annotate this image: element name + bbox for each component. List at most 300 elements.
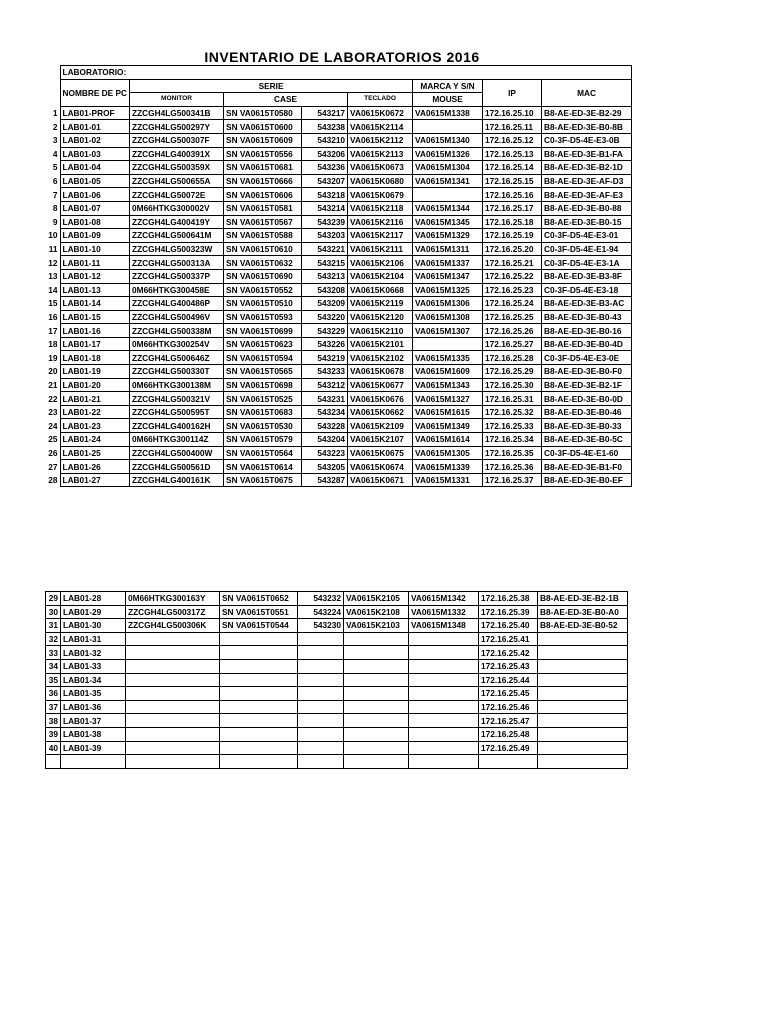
table-row [45,242,632,256]
case-serial-cell: SN VA0615T0666 [224,174,302,188]
table-row [45,392,632,406]
keyboard-serial-cell: VA0615K0675 [348,446,413,460]
ip-cell: 172.16.25.22 [483,269,542,283]
mac-cell: B8-AE-ED-3E-B0-F0 [542,365,632,379]
case-serial-cell [220,727,298,741]
ip-cell: 172.16.25.30 [483,378,542,392]
monitor-serial-cell [126,727,220,741]
keyboard-serial-cell [344,755,409,769]
row-number: 20 [45,365,60,379]
case-serial-cell: SN VA0615T0551 [220,605,298,619]
pc-name-cell: LAB01-11 [60,256,130,270]
table-row [45,351,632,365]
row-number: 7 [45,188,60,202]
case-id-cell: 543215 [302,256,348,270]
ip-cell: 172.16.25.43 [479,659,538,673]
row-number: 27 [45,460,60,474]
ip-cell: 172.16.25.40 [479,619,538,633]
header-nombre-pc: NOMBRE DE PC [60,79,130,106]
case-id-cell [298,646,344,660]
pc-name-cell: LAB01-07 [60,201,130,215]
pc-name-cell: LAB01-28 [61,592,126,606]
case-id-cell: 543212 [302,378,348,392]
monitor-serial-cell [126,700,220,714]
mac-cell: B8-AE-ED-3E-B3-8F [542,269,632,283]
row-number [46,755,61,769]
ip-cell: 172.16.25.41 [479,632,538,646]
keyboard-serial-cell: VA0615K2109 [348,419,413,433]
mac-cell: B8-AE-ED-3E-B0-88 [542,201,632,215]
row-number: 12 [45,256,60,270]
mouse-serial-cell: VA0615M1338 [413,106,483,120]
pc-name-cell: LAB01-25 [60,446,130,460]
monitor-serial-cell: ZZCGH4LG500307F [130,133,224,147]
case-id-cell: 543214 [302,201,348,215]
pc-name-cell: LAB01-02 [60,133,130,147]
case-id-cell: 543209 [302,297,348,311]
mouse-serial-cell: VA0615M1349 [413,419,483,433]
header-mouse: MOUSE [413,93,483,107]
ip-cell: 172.16.25.19 [483,229,542,243]
keyboard-serial-cell: VA0615K2114 [348,120,413,134]
keyboard-serial-cell: VA0615K2102 [348,351,413,365]
keyboard-serial-cell: VA0615K2113 [348,147,413,161]
case-id-cell: 543238 [302,120,348,134]
case-id-cell: 543239 [302,215,348,229]
mouse-serial-cell [409,632,479,646]
mouse-serial-cell [409,714,479,728]
mouse-serial-cell: VA0615M1345 [413,215,483,229]
mouse-serial-cell: VA0615M1308 [413,310,483,324]
table-row [45,256,632,270]
keyboard-serial-cell [344,714,409,728]
case-serial-cell: SN VA0615T0579 [224,433,302,447]
row-number: 18 [45,337,60,351]
monitor-serial-cell: ZZCGH4LG500297Y [130,120,224,134]
mouse-serial-cell: VA0615M1335 [413,351,483,365]
case-id-cell: 543206 [302,147,348,161]
mouse-serial-cell: VA0615M1326 [413,147,483,161]
case-serial-cell: SN VA0615T0530 [224,419,302,433]
keyboard-serial-cell: VA0615K2104 [348,269,413,283]
case-serial-cell: SN VA0615T0623 [224,337,302,351]
pc-name-cell: LAB01-12 [60,269,130,283]
case-serial-cell: SN VA0615T0565 [224,365,302,379]
case-id-cell: 543213 [302,269,348,283]
row-number: 29 [46,592,61,606]
row-number: 30 [46,605,61,619]
ip-cell: 172.16.25.15 [483,174,542,188]
monitor-serial-cell: ZZCGH4LG500323W [130,242,224,256]
mouse-serial-cell [409,755,479,769]
case-serial-cell: SN VA0615T0614 [224,460,302,474]
monitor-serial-cell [126,741,220,755]
keyboard-serial-cell [344,700,409,714]
monitor-serial-cell [126,687,220,701]
mouse-serial-cell [409,673,479,687]
pc-name-cell: LAB01-24 [60,433,130,447]
case-serial-cell: SN VA0615T0699 [224,324,302,338]
mouse-serial-cell [413,337,483,351]
monitor-serial-cell: ZZCGH4LG500337P [130,269,224,283]
case-id-cell: 543223 [302,446,348,460]
mac-cell: B8-AE-ED-3E-B1-F0 [542,460,632,474]
row-number: 39 [46,727,61,741]
mouse-serial-cell: VA0615M1344 [413,201,483,215]
table-row [45,310,632,324]
keyboard-serial-cell: VA0615K2120 [348,310,413,324]
row-number: 19 [45,351,60,365]
ip-cell: 172.16.25.17 [483,201,542,215]
row-number: 37 [46,700,61,714]
keyboard-serial-cell [344,646,409,660]
ip-cell: 172.16.25.23 [483,283,542,297]
ip-cell: 172.16.25.26 [483,324,542,338]
mac-cell: B8-AE-ED-3E-B0-A0 [538,605,628,619]
case-serial-cell [220,673,298,687]
case-serial-cell: SN VA0615T0594 [224,351,302,365]
row-number: 34 [46,659,61,673]
mac-cell [538,659,628,673]
mac-cell: C0-3F-D5-4E-E3-01 [542,229,632,243]
table-row [45,106,632,120]
row-number: 23 [45,405,60,419]
case-serial-cell: SN VA0615T0510 [224,297,302,311]
table-row [45,365,632,379]
pc-name-cell: LAB01-22 [60,405,130,419]
mac-cell: B8-AE-ED-3E-B3-AC [542,297,632,311]
ip-cell: 172.16.25.13 [483,147,542,161]
case-serial-cell: SN VA0615T0581 [224,201,302,215]
mouse-serial-cell [409,659,479,673]
ip-cell: 172.16.25.34 [483,433,542,447]
row-number: 4 [45,147,60,161]
pc-name-cell: LAB01-26 [60,460,130,474]
case-serial-cell: SN VA0615T0588 [224,229,302,243]
case-serial-cell: SN VA0615T0564 [224,446,302,460]
monitor-serial-cell: ZZCGH4LG500341B [130,106,224,120]
monitor-serial-cell: 0M66HTKG300002V [130,201,224,215]
ip-cell: 172.16.25.18 [483,215,542,229]
keyboard-serial-cell: VA0615K0674 [348,460,413,474]
row-number: 14 [45,283,60,297]
mouse-serial-cell [409,646,479,660]
ip-cell: 172.16.25.27 [483,337,542,351]
case-id-cell [298,673,344,687]
case-serial-cell: SN VA0615T0600 [224,120,302,134]
case-serial-cell: SN VA0615T0552 [224,283,302,297]
row-number: 31 [46,619,61,633]
case-serial-cell: SN VA0615T0652 [220,592,298,606]
case-id-cell: 543217 [302,106,348,120]
keyboard-serial-cell: VA0615K0678 [348,365,413,379]
mac-cell: B8-AE-ED-3E-B0-4D [542,337,632,351]
row-number: 1 [45,106,60,120]
keyboard-serial-cell: VA0615K2116 [348,215,413,229]
row-number: 11 [45,242,60,256]
row-number: 22 [45,392,60,406]
monitor-serial-cell: ZZCGH4LG50072E [130,188,224,202]
mac-cell: B8-AE-ED-3E-B2-29 [542,106,632,120]
pc-name-cell: LAB01-35 [61,687,126,701]
mac-cell: B8-AE-ED-3E-B0-52 [538,619,628,633]
header-marca: MARCA Y S/N [413,79,483,93]
pc-name-cell: LAB01-27 [60,473,130,487]
ip-cell: 172.16.25.49 [479,741,538,755]
pc-name-cell: LAB01-39 [61,741,126,755]
mac-cell: B8-AE-ED-3E-AF-E3 [542,188,632,202]
keyboard-serial-cell: VA0615K2117 [348,229,413,243]
row-number: 6 [45,174,60,188]
case-serial-cell [220,755,298,769]
table-row [45,433,632,447]
keyboard-serial-cell: VA0615K0677 [348,378,413,392]
mac-cell [538,632,628,646]
inventory-body-1 [45,106,632,487]
case-id-cell [298,755,344,769]
row-number: 28 [45,473,60,487]
mouse-serial-cell: VA0615M1306 [413,297,483,311]
header-case: CASE [224,93,348,107]
case-serial-cell: SN VA0615T0544 [220,619,298,633]
case-id-cell: 543218 [302,188,348,202]
mouse-serial-cell: VA0615M1347 [413,269,483,283]
pc-name-cell: LAB01-29 [61,605,126,619]
monitor-serial-cell: 0M66HTKG300114Z [130,433,224,447]
keyboard-serial-cell: VA0615K0672 [348,106,413,120]
mac-cell: B8-AE-ED-3E-B0-16 [542,324,632,338]
mac-cell: B8-AE-ED-3E-B0-46 [542,405,632,419]
row-number: 35 [46,673,61,687]
pc-name-cell [61,755,126,769]
monitor-serial-cell [126,714,220,728]
pc-name-cell: LAB01-20 [60,378,130,392]
mouse-serial-cell: VA0615M1615 [413,405,483,419]
case-id-cell [298,700,344,714]
ip-cell: 172.16.25.48 [479,727,538,741]
case-id-cell: 543208 [302,283,348,297]
case-serial-cell: SN VA0615T0609 [224,133,302,147]
monitor-serial-cell [126,755,220,769]
case-serial-cell: SN VA0615T0593 [224,310,302,324]
monitor-serial-cell: ZZCGH4LG500496V [130,310,224,324]
case-id-cell: 543226 [302,337,348,351]
pc-name-cell: LAB01-04 [60,161,130,175]
table-row [45,120,632,134]
row-number: 40 [46,741,61,755]
monitor-serial-cell: 0M66HTKG300254V [130,337,224,351]
pc-name-cell: LAB01-18 [60,351,130,365]
ip-cell: 172.16.25.10 [483,106,542,120]
case-id-cell: 543204 [302,433,348,447]
mouse-serial-cell: VA0615M1343 [413,378,483,392]
pc-name-cell: LAB01-16 [60,324,130,338]
table-row [46,700,628,714]
case-id-cell [298,714,344,728]
case-serial-cell: SN VA0615T0632 [224,256,302,270]
mac-cell [538,755,628,769]
mac-cell: B8-AE-ED-3E-B0-43 [542,310,632,324]
mac-cell: B8-AE-ED-3E-B1-FA [542,147,632,161]
case-serial-cell: SN VA0615T0681 [224,161,302,175]
mac-cell: B8-AE-ED-3E-B0-5C [542,433,632,447]
monitor-serial-cell: ZZCGH4LG400419Y [130,215,224,229]
case-id-cell [298,632,344,646]
table-row [45,337,632,351]
row-number: 21 [45,378,60,392]
mac-cell: B8-AE-ED-3E-AF-D3 [542,174,632,188]
table-row [45,147,632,161]
case-serial-cell: SN VA0615T0525 [224,392,302,406]
ip-cell: 172.16.25.21 [483,256,542,270]
monitor-serial-cell: ZZCGH4LG500641M [130,229,224,243]
mac-cell [538,727,628,741]
row-number: 8 [45,201,60,215]
pc-name-cell: LAB01-33 [61,659,126,673]
keyboard-serial-cell: VA0615K0662 [348,405,413,419]
case-serial-cell: SN VA0615T0606 [224,188,302,202]
row-number: 15 [45,297,60,311]
table-row [46,619,628,633]
keyboard-serial-cell: VA0615K0668 [348,283,413,297]
mac-cell: C0-3F-D5-4E-E3-18 [542,283,632,297]
row-number: 25 [45,433,60,447]
keyboard-serial-cell: VA0615K2101 [348,337,413,351]
case-serial-cell: SN VA0615T0675 [224,473,302,487]
case-id-cell [298,687,344,701]
keyboard-serial-cell: VA0615K2118 [348,201,413,215]
table-row [45,133,632,147]
pc-name-cell: LAB01-23 [60,419,130,433]
case-id-cell: 543224 [298,605,344,619]
row-number: 26 [45,446,60,460]
pc-name-cell: LAB01-21 [60,392,130,406]
row-number: 17 [45,324,60,338]
case-serial-cell: SN VA0615T0580 [224,106,302,120]
case-id-cell: 543233 [302,365,348,379]
case-serial-cell [220,646,298,660]
mouse-serial-cell: VA0615M1325 [413,283,483,297]
case-id-cell: 543287 [302,473,348,487]
ip-cell: 172.16.25.33 [483,419,542,433]
pc-name-cell: LAB01-19 [60,365,130,379]
keyboard-serial-cell: VA0615K2103 [344,619,409,633]
table-row [46,592,628,606]
ip-cell: 172.16.25.38 [479,592,538,606]
monitor-serial-cell: ZZCGH4LG400486P [130,297,224,311]
pc-name-cell: LAB01-08 [60,215,130,229]
mac-cell [538,741,628,755]
pc-name-cell: LAB01-17 [60,337,130,351]
ip-cell: 172.16.25.25 [483,310,542,324]
mac-cell [538,700,628,714]
keyboard-serial-cell: VA0615K2111 [348,242,413,256]
pc-name-cell: LAB01-13 [60,283,130,297]
row-number: 38 [46,714,61,728]
mac-cell: C0-3F-D5-4E-E1-94 [542,242,632,256]
case-id-cell: 543203 [302,229,348,243]
mouse-serial-cell [409,687,479,701]
table-row [45,378,632,392]
ip-cell: 172.16.25.47 [479,714,538,728]
keyboard-serial-cell: VA0615K2112 [348,133,413,147]
monitor-serial-cell: ZZCGH4LG500306K [126,619,220,633]
keyboard-serial-cell: VA0615K0676 [348,392,413,406]
mouse-serial-cell: VA0615M1341 [413,174,483,188]
mac-cell: B8-AE-ED-3E-B0-8B [542,120,632,134]
table-row [45,161,632,175]
monitor-serial-cell: ZZCGH4LG500313A [130,256,224,270]
header-mac: MAC [542,79,632,106]
inventory-table-1 [45,65,632,487]
table-row [46,687,628,701]
mouse-serial-cell: VA0615M1337 [413,256,483,270]
monitor-serial-cell: ZZCGH4LG400161K [130,473,224,487]
keyboard-serial-cell [344,727,409,741]
case-id-cell [298,727,344,741]
monitor-serial-cell: ZZCGH4LG500321V [130,392,224,406]
table-row [45,460,632,474]
ip-cell: 172.16.25.36 [483,460,542,474]
mouse-serial-cell: VA0615M1327 [413,392,483,406]
table-row [46,727,628,741]
mouse-serial-cell [413,120,483,134]
table-row [45,473,632,487]
row-number: 36 [46,687,61,701]
mac-cell [538,673,628,687]
ip-cell: 172.16.25.32 [483,405,542,419]
pc-name-cell: LAB01-37 [61,714,126,728]
row-number: 33 [46,646,61,660]
row-number: 9 [45,215,60,229]
case-serial-cell [220,741,298,755]
keyboard-serial-cell [344,741,409,755]
table-row [45,446,632,460]
ip-cell: 172.16.25.42 [479,646,538,660]
keyboard-serial-cell: VA0615K2107 [348,433,413,447]
ip-cell: 172.16.25.16 [483,188,542,202]
monitor-serial-cell: ZZCGH4LG500655A [130,174,224,188]
case-serial-cell: SN VA0615T0683 [224,405,302,419]
mac-cell: B8-AE-ED-3E-B0-EF [542,473,632,487]
table-row [46,755,628,769]
case-serial-cell: SN VA0615T0567 [224,215,302,229]
case-id-cell: 543236 [302,161,348,175]
mac-cell: B8-AE-ED-3E-B2-1D [542,161,632,175]
ip-cell: 172.16.25.31 [483,392,542,406]
keyboard-serial-cell: VA0615K2106 [348,256,413,270]
ip-cell: 172.16.25.12 [483,133,542,147]
mac-cell [538,714,628,728]
case-id-cell: 543205 [302,460,348,474]
ip-cell: 172.16.25.44 [479,673,538,687]
pc-name-cell: LAB01-32 [61,646,126,660]
table-row [46,646,628,660]
ip-cell: 172.16.25.35 [483,446,542,460]
row-number: 2 [45,120,60,134]
ip-cell: 172.16.25.39 [479,605,538,619]
monitor-serial-cell: ZZCGH4LG500330T [130,365,224,379]
table-row [46,741,628,755]
table-row [45,324,632,338]
monitor-serial-cell: ZZCGH4LG500359X [130,161,224,175]
monitor-serial-cell: ZZCGH4LG400391X [130,147,224,161]
pc-name-cell: LAB01-31 [61,632,126,646]
case-id-cell: 543228 [302,419,348,433]
keyboard-serial-cell: VA0615K2119 [348,297,413,311]
mouse-serial-cell: VA0615M1614 [413,433,483,447]
monitor-serial-cell [126,646,220,660]
